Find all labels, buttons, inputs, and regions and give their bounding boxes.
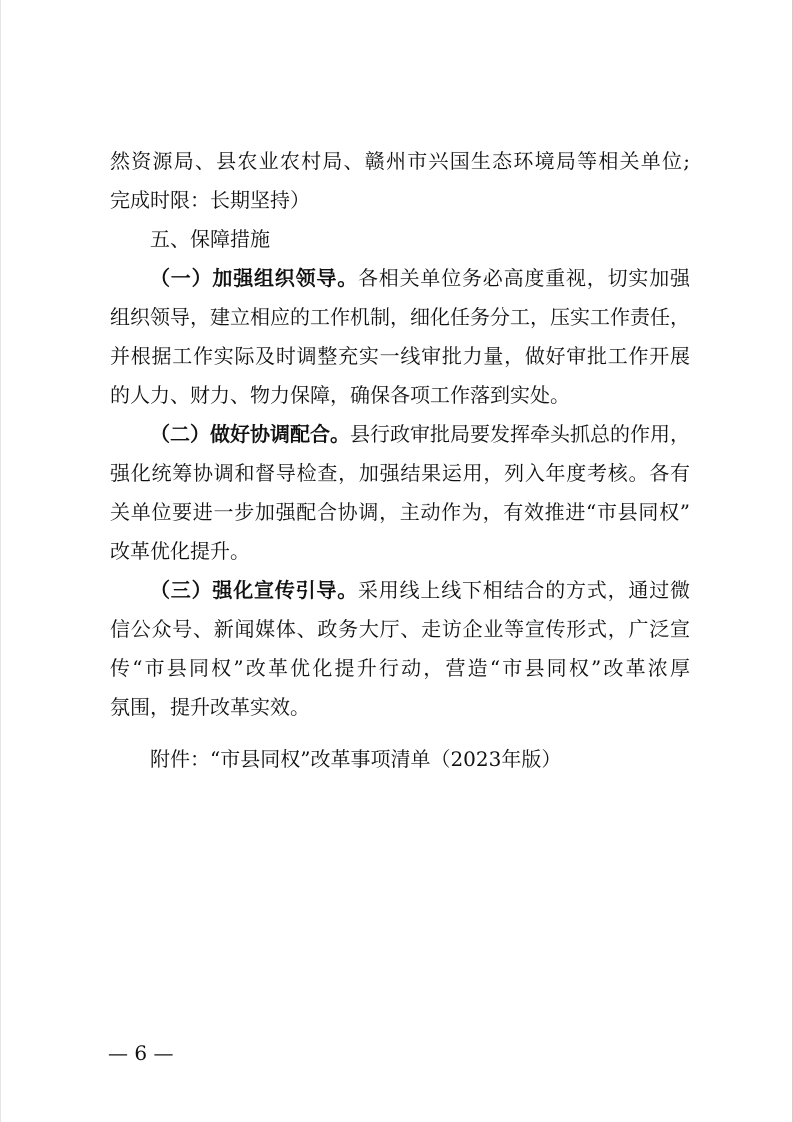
item-2-line-4: 改革优化提升。 (110, 539, 250, 563)
item-1-line-2: 组织领导，建立相应的工作机制，细化任务分工，压实工作责任， (110, 305, 690, 329)
item-2-line-2: 强化统筹协调和督导检查，加强结果运用，列入年度考核。各有 (110, 461, 690, 485)
continued-paragraph-line-2: 完成时限：长期坚持） (110, 188, 310, 212)
item-1-first-line (150, 262, 690, 294)
item-1-first-text: 各相关单位务必高度重视，切实加强 (358, 266, 690, 290)
item-2-title: （二）做好协调配合。 (150, 422, 350, 446)
item-1-line-4: 的人力、财力、物力保障，确保各项工作落到实处。 (110, 383, 570, 407)
item-3-line-4: 氛围，提升改革实效。 (110, 695, 310, 719)
item-3-line-2: 信公众号、新闻媒体、政务大厅、走访企业等宣传形式，广泛宣 (110, 617, 690, 641)
item-2-line-3: 关单位要进一步加强配合协调，主动作为，有效推进“市县同权” (110, 500, 690, 524)
continued-paragraph-line-1: 然资源局、县农业农村局、赣州市兴国生态环境局等相关单位; (110, 149, 690, 173)
item-3-title: （三）强化宣传引导。 (150, 578, 358, 602)
page-number: — 6 — (108, 1041, 174, 1065)
item-3-first-line (150, 574, 690, 606)
item-1-title: （一）加强组织领导。 (150, 266, 358, 290)
item-1-line-3: 并根据工作实际及时调整充实一线审批力量，做好审批工作开展 (110, 344, 690, 368)
section-heading: 五、保障措施 (150, 227, 270, 251)
item-2-first-text: 县行政审批局要发挥牵头抓总的作用， (350, 422, 690, 446)
item-3-first-text: 采用线上线下相结合的方式，通过微 (358, 578, 690, 602)
attachment-line: 附件：“市县同权”改革事项清单（2023年版） (150, 747, 562, 771)
item-3-line-3: 传“市县同权”改革优化提升行动，营造“市县同权”改革浓厚 (110, 656, 690, 680)
page-edge-left (0, 0, 1, 1122)
item-2-first-line (150, 418, 690, 450)
